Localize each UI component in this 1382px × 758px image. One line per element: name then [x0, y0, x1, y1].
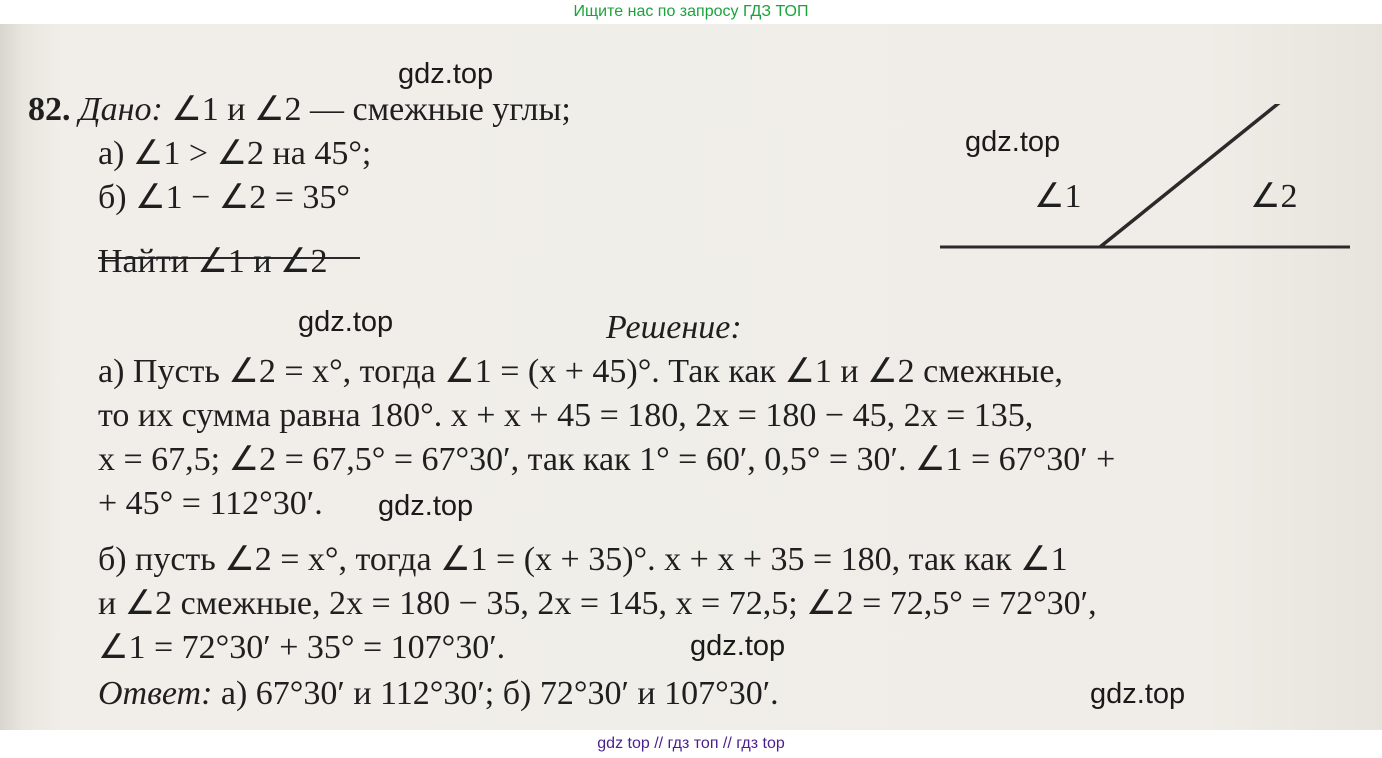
- problem-number: 82.: [28, 91, 71, 128]
- watermark: gdz.top: [690, 630, 786, 662]
- condition-b: б) ∠1 − ∠2 = 35°: [98, 179, 351, 216]
- solution-a-line-3: x = 67,5; ∠2 = 67,5° = 67°30′, так как 1° = 60′, 0,5° = 30′. ∠1 = 67°30′ +: [98, 441, 1116, 478]
- watermark: gdz.top: [1090, 678, 1186, 710]
- textbook-scan: [0, 24, 1382, 730]
- solution-a-line-1: а) Пусть ∠2 = x°, тогда ∠1 = (x + 45)°. Так как ∠1 и ∠2 смежные,: [98, 353, 1063, 390]
- condition-a: а) ∠1 > ∠2 на 45°;: [98, 135, 372, 172]
- bottom-banner: [0, 730, 1382, 758]
- top-banner-text: Ищите нас по запросу ГДЗ ТОП: [573, 3, 809, 20]
- solution-heading: Решение:: [606, 309, 742, 346]
- answer-line: [98, 674, 779, 714]
- bottom-banner-text: gdz top // гдз топ // гдз top: [597, 735, 785, 752]
- answer-label: Ответ:: [98, 675, 213, 712]
- solution-a-line-2: то их сумма равна 180°. x + x + 45 = 180, 2x = 180 − 45, 2x = 135,: [98, 397, 1034, 434]
- solution-b-line-2: и ∠2 смежные, 2x = 180 − 35, 2x = 145, x = 72,5; ∠2 = 72,5° = 72°30′,: [98, 585, 1097, 622]
- angle-2-label: ∠2: [1250, 178, 1298, 215]
- top-banner: [0, 0, 1382, 24]
- angle-1-label: ∠1: [1034, 178, 1082, 215]
- solution-a-line-4: + 45° = 112°30′.: [98, 485, 323, 522]
- answer-text: а) 67°30′ и 112°30′; б) 72°30′ и 107°30′.: [220, 675, 779, 712]
- given-line: [28, 90, 571, 130]
- watermark: gdz.top: [965, 126, 1061, 158]
- watermark: gdz.top: [298, 306, 394, 338]
- solution-b-line-1: б) пусть ∠2 = x°, тогда ∠1 = (x + 35)°. x + x + 35 = 180, так как ∠1: [98, 541, 1068, 578]
- given-text: ∠1 и ∠2 — смежные углы;: [171, 91, 571, 128]
- given-label: Дано:: [79, 91, 163, 128]
- watermark: gdz.top: [378, 490, 474, 522]
- find-line: Найти ∠1 и ∠2: [98, 243, 328, 280]
- watermark: gdz.top: [398, 58, 494, 90]
- solution-b-line-3: ∠1 = 72°30′ + 35° = 107°30′.: [98, 629, 506, 666]
